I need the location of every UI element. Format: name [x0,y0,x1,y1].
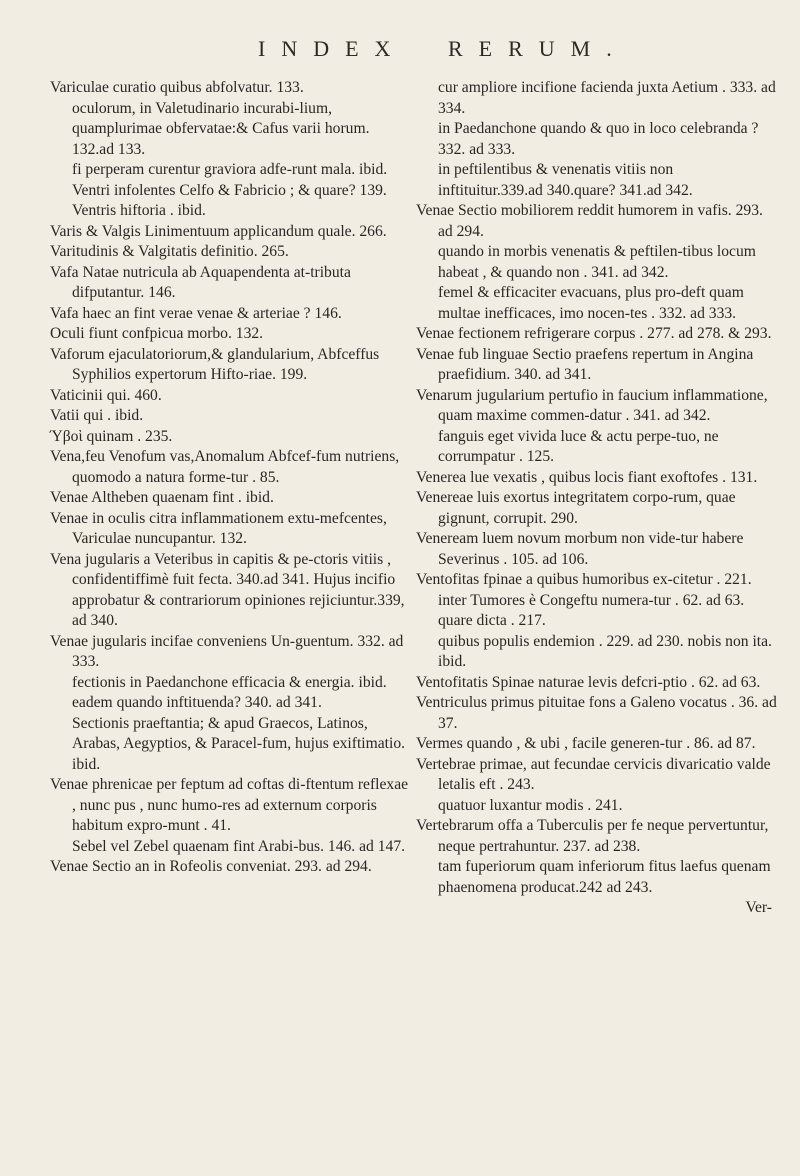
index-entry: Vermes quando , & ubi , facile generen-tur . 86. ad 87. [416,735,756,752]
catchword: Ver- [745,899,772,916]
index-entry: Variculae curatio quibus abfolvatur. 133. [50,79,304,96]
index-entry: Venae Altheben quaenam fint . ibid. [50,489,274,506]
index-entry: Veneream luem novum morbum non vide-tur habere Severinus . 105. ad 106. [416,530,744,568]
index-entry: Vatii qui . ibid. [50,407,144,424]
index-entry: Venae Sectio mobiliorem reddit humorem in vafis. 293. ad 294. [416,202,763,240]
index-entry: Varis & Valgis Linimentuum applicandum quale. 266. [50,222,387,240]
index-entry: fectionis in Paedanchone efficacia & energia. ibid. eadem quando inftituenda? 340. ad 341. [72,673,387,711]
index-entry: Venereae luis exortus integritatem corpo-rum, quae gignunt, corrupit. 290. [416,489,736,527]
index-entry: Venarum jugularium pertufio in faucium inflammatione, quam maxime commen-datur . 341. ad 342. [416,386,768,424]
index-entry: Varitudinis & Valgitatis definitio. 265. [50,243,289,260]
index-entry: Venae Sectio an in Rofeolis conveniat. 293. ad 294. [50,858,372,875]
index-entry: Sectionis praeftantia; & apud Graecos, Latinos, Arabas, Aegyptios, & Paracel-fum, hujus exiftimatio. ibid. [72,714,406,773]
index-entry: Vaticinii qui. 460. [50,386,162,404]
running-header [0,36,800,76]
index-entry: quibus populis endemion . 229. ad 230. nobis non ita. ibid. [438,632,772,670]
left-column [50,78,410,878]
index-entry: femel & efficaciter evacuans, plus pro-deft quam multae inefficaces, imo nocen-tes . 332. ad 333. [438,284,744,322]
index-entry: Ventofitatis Spinae naturae levis defcri-ptio . 62. ad 63. [416,673,761,691]
index-entry: Vafa haec an fint verae venae & arteriae ? 146. [50,304,342,322]
index-entry: Vena jugularis a Veteribus in capitis & pe-ctoris vitiis , confidentiffimè fuit fecta. 340.ad 341. Hujus incifio approbatur & contrariorum opiniones rejiciuntur.339, ad 340. [50,550,405,629]
index-entry: Ventris hiftoria . ibid. [72,202,206,219]
index-entry: Sebel vel Zebel quaenam fint Arabi-bus. 146. ad 147. [72,837,406,855]
index-entry: in peftilentibus & venenatis vitiis non inftituitur.339.ad 340.quare? 341.ad 342. [438,161,693,199]
header-rerum: RERUM. [448,36,628,61]
index-entry: quare dicta . 217. [438,612,546,629]
index-entry: Venae jugularis incifae conveniens Un-guentum. 332. ad 333. [50,632,404,670]
index-entry: fanguis eget vivida luce & actu perpe-tuo, ne corrumpatur . 125. [438,427,719,465]
right-column [416,78,778,919]
header-index: INDEX [258,36,407,61]
index-entry: oculorum, in Valetudinario incurabi-lium, quamplurimae obfervatae:& Cafus varii horum. 132.ad 133. [72,99,370,158]
index-entry: fi perperam curentur graviora adfe-runt mala. ibid. [72,161,388,178]
index-entry: Vafa Natae nutricula ab Aquapendenta at-tributa difputantur. 146. [50,263,351,301]
index-entry: Venae fectionem refrigerare corpus . 277. ad 278. & 293. [416,325,772,342]
index-entry: quatuor luxantur modis . 241. [438,796,623,814]
index-entry: Vertebrae primae, aut fecundae cervicis divaricatio valde letalis eft . 243. [416,755,771,793]
index-entry: Ventri infolentes Celfo & Fabricio ; & quare? 139. [72,181,387,199]
index-entry: Vertebrarum offa a Tuberculis per fe neque pervertuntur, neque pertrahuntur. 237. ad 238. [416,817,769,855]
index-entry: Oculi fiunt confpicua morbo. 132. [50,325,264,342]
index-entry: in Paedanchone quando & quo in loco celebranda ? 332. ad 333. [438,120,759,158]
index-entry: Ύβοὶ quinam . 235. [50,427,173,445]
index-entry: quando in morbis venenatis & peftilen-tibus locum habeat , & quando non . 341. ad 342. [438,243,756,281]
index-entry: Vena,feu Venofum vas,Anomalum Abfcef-fum nutriens, quomodo a natura forme-tur . 85. [50,448,400,486]
index-entry: tam fuperiorum quam inferiorum fitus laefus quenam phaenomena producat.242 ad 243. [438,858,771,896]
index-entry: Vaforum ejaculatoriorum,& glandularium, Abfceffus Syphilios expertorum Hifto-riae. 199. [50,345,380,383]
index-entry: inter Tumores è Congeftu numera-tur . 62. ad 63. [438,591,745,609]
index-entry: Venerea lue vexatis , quibus locis fiant exoftofes . 131. [416,468,758,486]
index-entry: Venae phrenicae per feptum ad coftas di-ftentum reflexae , nunc pus , nunc humo-res ad externum corporis habitum expro-munt . 41. [50,776,409,834]
index-entry: Ventriculus primus pituitae fons a Galeno vocatus . 36. ad 37. [416,694,777,732]
index-entry: cur ampliore incifione facienda juxta Aetium . 333. ad 334. [438,79,776,117]
index-entry: Venae in oculis citra inflammationem extu-mefcentes, Variculae nuncupantur. 132. [50,509,387,547]
index-entry: Venae fub linguae Sectio praefens repertum in Angina praefidium. 340. ad 341. [416,345,754,383]
index-entry: Ventofitas fpinae a quibus humoribus ex-citetur . 221. [416,571,752,588]
